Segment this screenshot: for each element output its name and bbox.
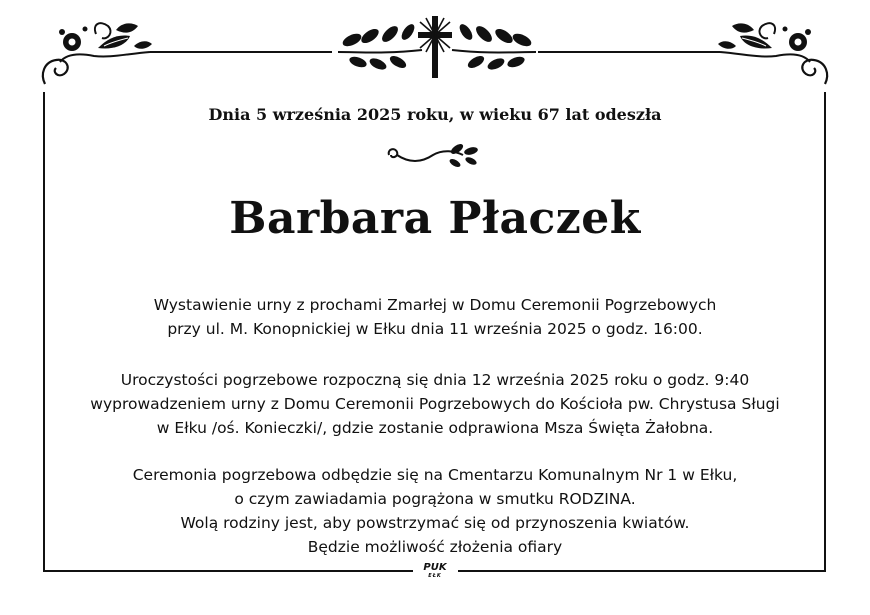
paragraph-line: w Ełku /oś. Konieczki/, gdzie zostanie odprawiona Msza Święta Żałobna. [156, 419, 714, 437]
top-line-left [150, 51, 332, 53]
paragraph-line: wyprowadzeniem urny z Domu Ceremonii Pogrzebowych do Kościoła pw. Chrystusa Sługi [90, 395, 780, 413]
leaf-branch-icon [336, 18, 424, 70]
paragraph-line: Wolą rodziny jest, aby powstrzymać się od przynoszenia kwiatów. [180, 514, 690, 532]
paragraph-line: Uroczystości pogrzebowe rozpoczną się dnia 12 września 2025 roku o godz. 9:40 [120, 371, 750, 389]
paragraph-line: Wystawienie urny z prochami Zmarłej w Domu Ceremonii Pogrzebowych [153, 296, 717, 314]
divider-flourish-icon [385, 141, 485, 171]
frame-bottom-right [458, 570, 826, 572]
logo-sub-text: EŁK [428, 573, 442, 579]
paragraph-line: Będzie możliwość złożenia ofiary [307, 538, 563, 556]
paragraph-burial [0, 463, 870, 559]
paragraph-line: o czym zawiadamia pogrążona w smutku RODZINA. [234, 490, 636, 508]
leaf-branch-icon [450, 18, 538, 70]
logo-main-text: PUK [423, 562, 447, 573]
corner-flourish-icon [38, 18, 156, 86]
paragraph-viewing [0, 293, 870, 341]
paragraph-line: przy ul. M. Konopnickiej w Ełku dnia 11 września 2025 o godz. 16:00. [167, 320, 703, 338]
cross-icon [414, 14, 456, 78]
puk-logo [416, 563, 454, 579]
intro-line: Dnia 5 września 2025 roku, w wieku 67 lat odeszła [208, 105, 662, 124]
deceased-name: Barbara Płaczek [229, 193, 641, 244]
frame-bottom-left [43, 570, 413, 572]
corner-flourish-icon [714, 18, 832, 86]
paragraph-ceremony [0, 368, 870, 440]
top-line-right [538, 51, 720, 53]
paragraph-line: Ceremonia pogrzebowa odbędzie się na Cmentarzu Komunalnym Nr 1 w Ełku, [132, 466, 738, 484]
